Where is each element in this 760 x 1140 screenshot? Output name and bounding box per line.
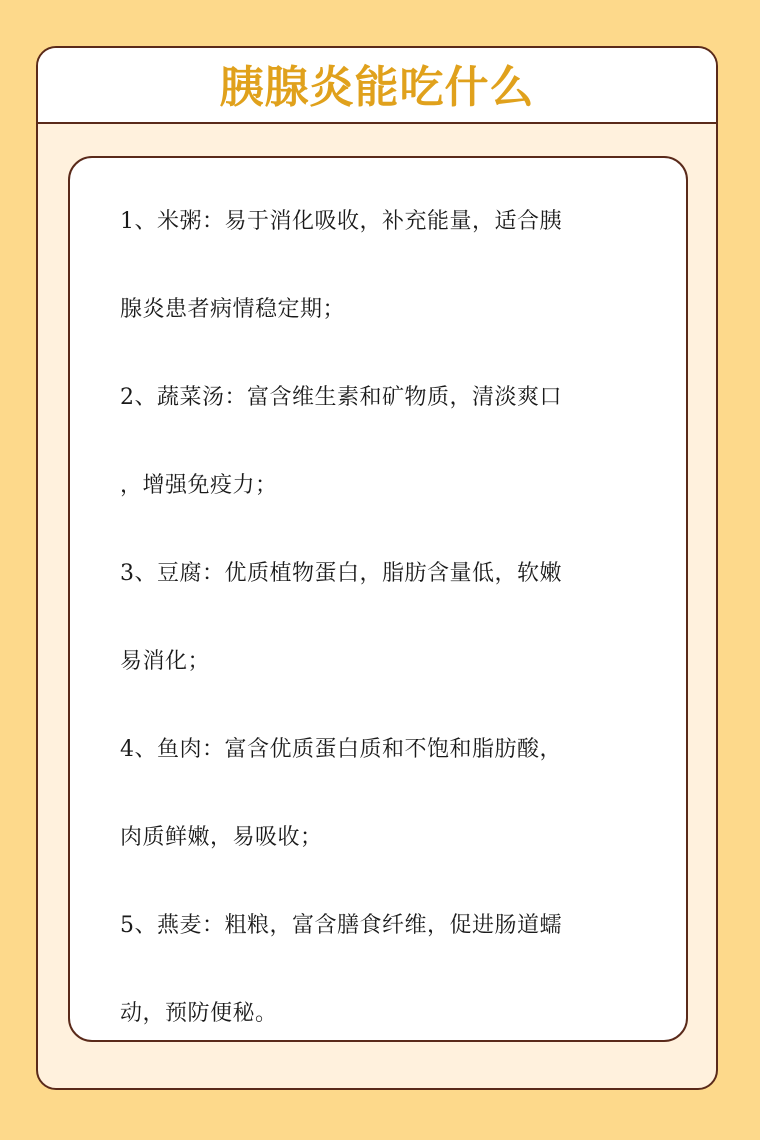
text-line — [120, 882, 620, 970]
page-title: 胰腺炎能吃什么 — [219, 62, 535, 113]
item-number: 5 — [120, 913, 135, 938]
text-line — [120, 618, 620, 706]
line-text: 、燕麦：粗粮，富含膳食纤维，促进肠道蠕 — [134, 913, 563, 938]
content-card — [36, 46, 718, 1090]
line-text: 、蔬菜汤：富含维生素和矿物质，清淡爽口 — [134, 385, 563, 410]
line-text: ，增强免疫力； — [120, 473, 278, 498]
text-line — [120, 266, 620, 354]
line-text: 易消化； — [120, 649, 211, 674]
item-number: 1 — [120, 209, 135, 234]
item-number: 3 — [120, 561, 135, 586]
line-text: 、豆腐：优质植物蛋白，脂肪含量低，软嫩 — [134, 561, 563, 586]
text-line — [120, 794, 620, 882]
item-number: 2 — [120, 385, 135, 410]
text-line — [120, 178, 620, 266]
line-text: 、米粥：易于消化吸收，补充能量，适合胰 — [134, 209, 563, 234]
text-line — [120, 354, 620, 442]
text-line — [120, 530, 620, 618]
line-text: 、鱼肉：富含优质蛋白质和不饱和脂肪酸， — [134, 737, 563, 762]
text-line — [120, 970, 620, 1058]
line-text: 腺炎患者病情稳定期； — [120, 297, 346, 322]
text-line — [120, 706, 620, 794]
title-header — [38, 48, 716, 124]
text-body — [120, 178, 620, 1058]
line-text: 肉质鲜嫩，易吸收； — [120, 825, 323, 850]
text-line — [120, 442, 620, 530]
line-text: 动，预防便秘。 — [120, 1001, 278, 1026]
text-panel — [68, 156, 688, 1042]
item-number: 4 — [120, 737, 135, 762]
